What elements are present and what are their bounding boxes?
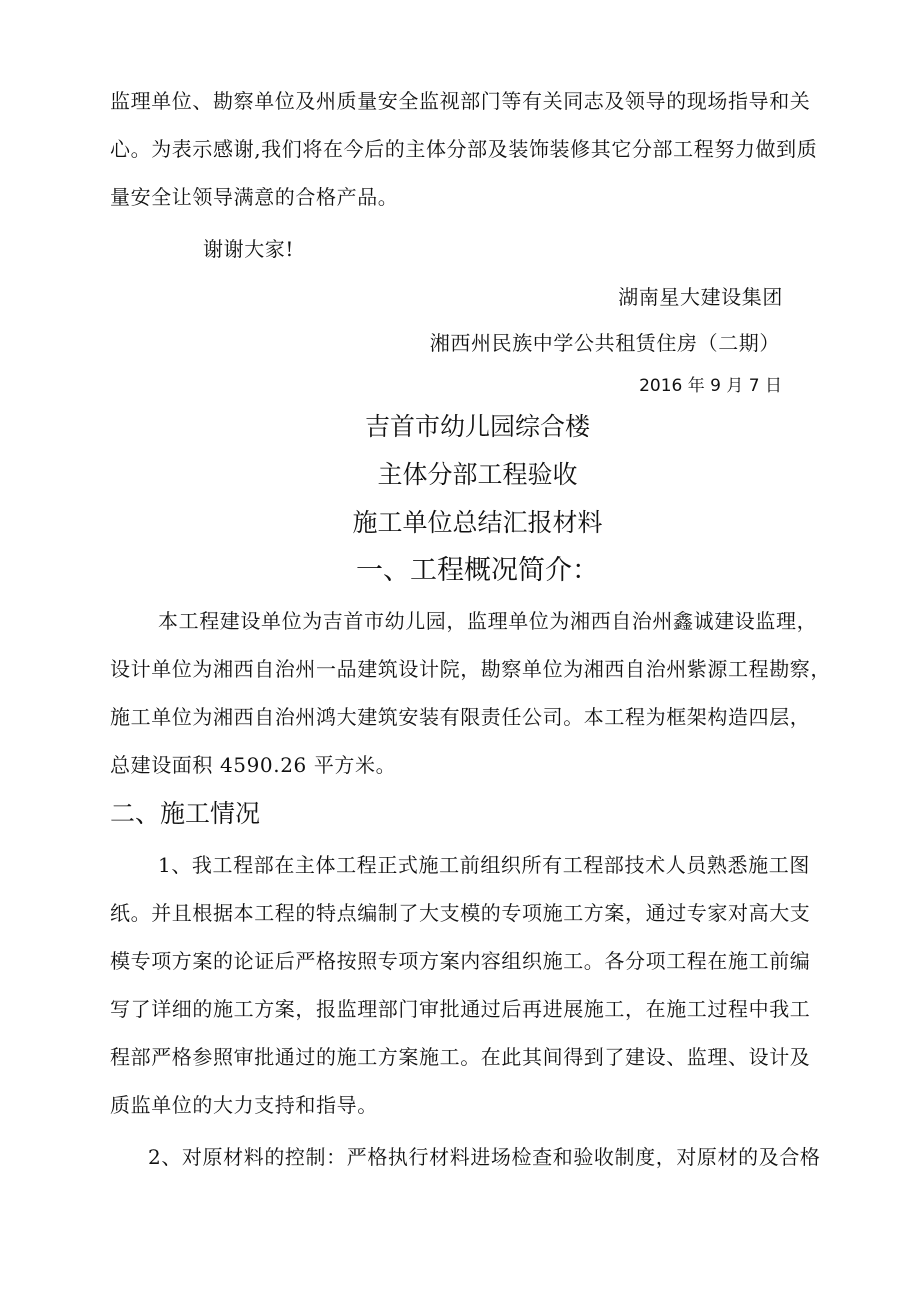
thanks-text: 谢谢大家! [203,237,295,261]
section2-para1-line-1: 1、我工程部在主体工程正式施工前组织所有工程部技术人员熟悉施工图 [158,853,810,877]
section2-para2-line-1: 2、对原材料的控制：严格执行材料进场检查和验收制度，对原材的及合格 [148,1145,821,1169]
signature-company: 湖南星大建设集团 [618,285,783,309]
intro-line-3: 量安全让领导满意的合格产品。 [110,185,399,209]
title-line-2: 主体分部工程验收 [377,460,578,489]
section1-line-2: 设计单位为湘西自治州一品建筑设计院，勘察单位为湘西自治州紫源工程勘察， [110,657,831,681]
title-line-3: 施工单位总结汇报材料 [352,508,603,537]
section2-para1-line-5: 程部严格参照审批通过的施工方案施工。在此其间得到了建设、监理、设计及 [110,1045,811,1069]
signature-date: 2016 年 9 月 7 日 [639,376,782,396]
section2-heading: 二、施工情况 [110,799,261,828]
signature-project: 湘西州民族中学公共租赁住房（二期） [429,331,780,355]
section2-para1-line-3: 模专项方案的论证后严格按照专项方案内容组织施工。各分项工程在施工前编 [110,949,811,973]
section2-para1-line-2: 纸。并且根据本工程的特点编制了大支模的专项施工方案，通过专家对高大支 [110,901,811,925]
title-line-1: 吉首市幼儿园综合楼 [364,412,590,441]
section1-line-1: 本工程建设单位为吉首市幼儿园，监理单位为湘西自治州鑫诚建设监理， [158,609,818,633]
intro-line-2: 心。为表示感谢,我们将在今后的主体分部及装饰装修其它分部工程努力做到质 [110,137,818,161]
section2-para1-line-6: 质监单位的大力支持和指导。 [110,1093,378,1117]
section1-line-3: 施工单位为湘西自治州鸿大建筑安装有限责任公司。本工程为框架构造四层， [110,705,811,729]
intro-line-1: 监理单位、勘察单位及州质量安全监视部门等有关同志及领导的现场指导和关 [110,89,811,113]
section2-para1-line-4: 写了详细的施工方案，报监理部门审批通过后再进展施工，在施工过程中我工 [110,997,811,1021]
section1-heading: 一、工程概况简介： [356,555,599,586]
section1-line-4: 总建设面积 4590.26 平方米。 [110,753,397,777]
